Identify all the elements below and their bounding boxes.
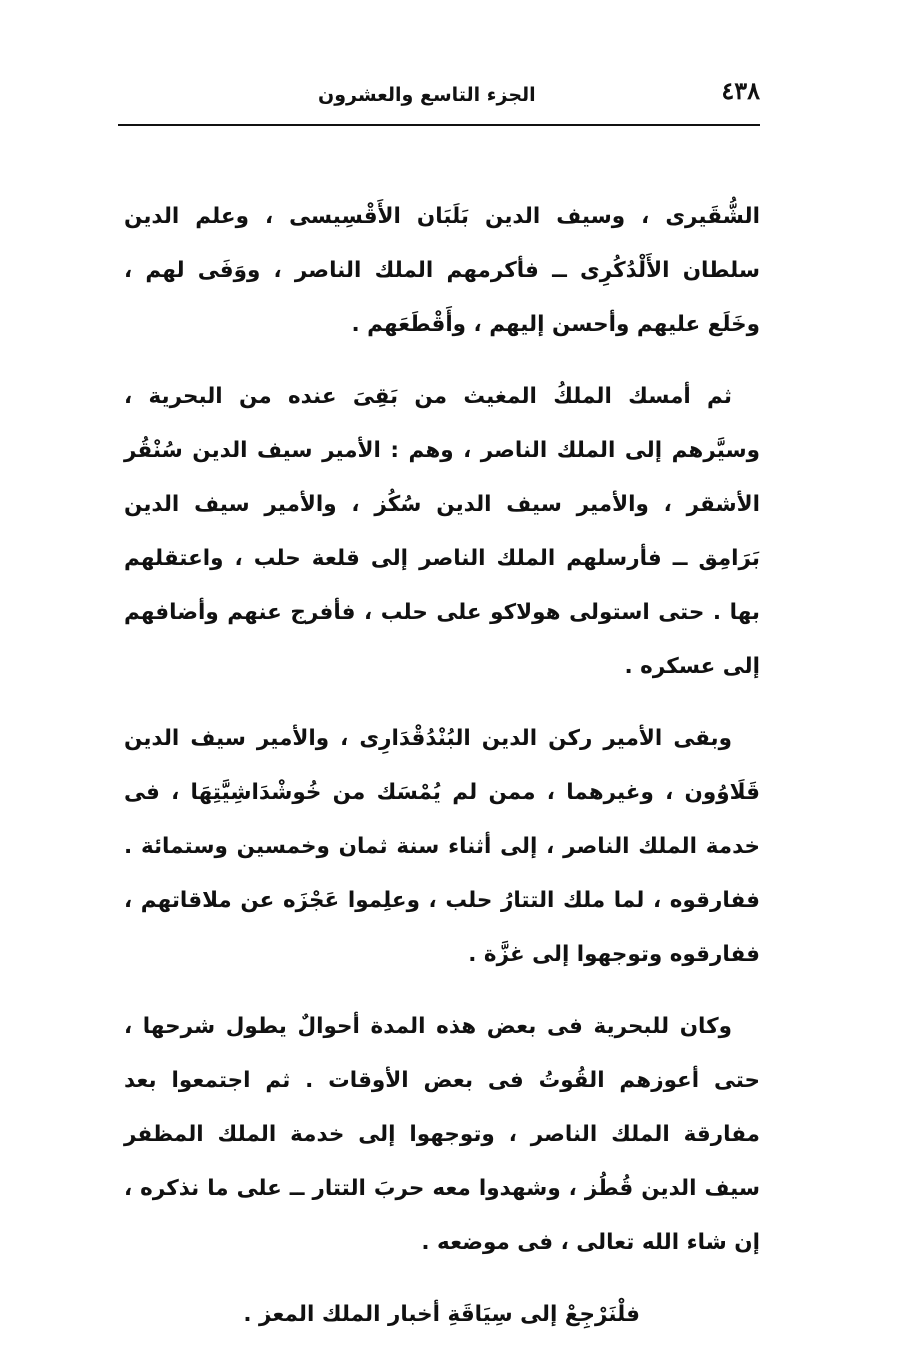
paragraph: ثم أمسك الملكُ المغيث من بَقِىَ عنده من البحرية ، وسيَّرهم إلى الملك الناصر ، وهم : الأمير سيف الدين سُنْقُر الأشقر ، والأمير سيف الدين سُكُز ، والأمير سيف الدين بَرَامِق ــ فأرسلهم الملك الناصر إلى قلعة حلب ، واعتقلهم بها . حتى استولى هولاكو على حلب ، فأفرج عنهم وأضافهم إلى عسكره . xyxy=(124,384,760,679)
body-text xyxy=(124,190,760,1360)
header-rule xyxy=(118,124,760,126)
running-head: الجزء التاسع والعشرون xyxy=(318,84,536,106)
paragraph: الشُّقَيرى ، وسيف الدين بَلَبَان الأَقْسِيسى ، وعلم الدين سلطان الأَلْدُكُرِى ــ فأكرمهم الملك الناصر ، ووَفَى لهم ، وخَلَع عليهم وأحسن إليهم ، وأَقْطَعَهم . xyxy=(124,204,760,337)
paragraph: فلْنَرْجِعْ إلى سِيَاقَةِ أخبار الملك المعز . xyxy=(243,1302,640,1327)
paragraph: وكان للبحرية فى بعض هذه المدة أحوالٌ يطول شرحها ، حتى أعوزهم القُوتُ فى بعض الأوقات . ثم اجتمعوا بعد مفارقة الملك الناصر ، وتوجهوا إلى خدمة الملك المظفر سيف الدين قُطُز ، وشهدوا معه حربَ التتار ــ على ما نذكره ، إن شاء الله تعالى ، فى موضعه . xyxy=(124,1014,760,1255)
page-header xyxy=(118,70,760,126)
paragraph: وبقى الأمير ركن الدين البُنْدُقْدَارِى ، والأمير سيف الدين قَلَاوُون ، وغيرهما ، ممن لم يُمْسَك من خُوشْدَاشِيَّتِهَا ، فى خدمة الملك الناصر ، إلى أثناء سنة ثمان وخمسين وستمائة . ففارقوه ، لما ملك التتارُ حلب ، وعلِموا عَجْزَه عن ملاقاتهم ، ففارقوه وتوجهوا إلى غزَّة . xyxy=(124,726,760,967)
page-number: ٤٣٨ xyxy=(721,76,760,105)
